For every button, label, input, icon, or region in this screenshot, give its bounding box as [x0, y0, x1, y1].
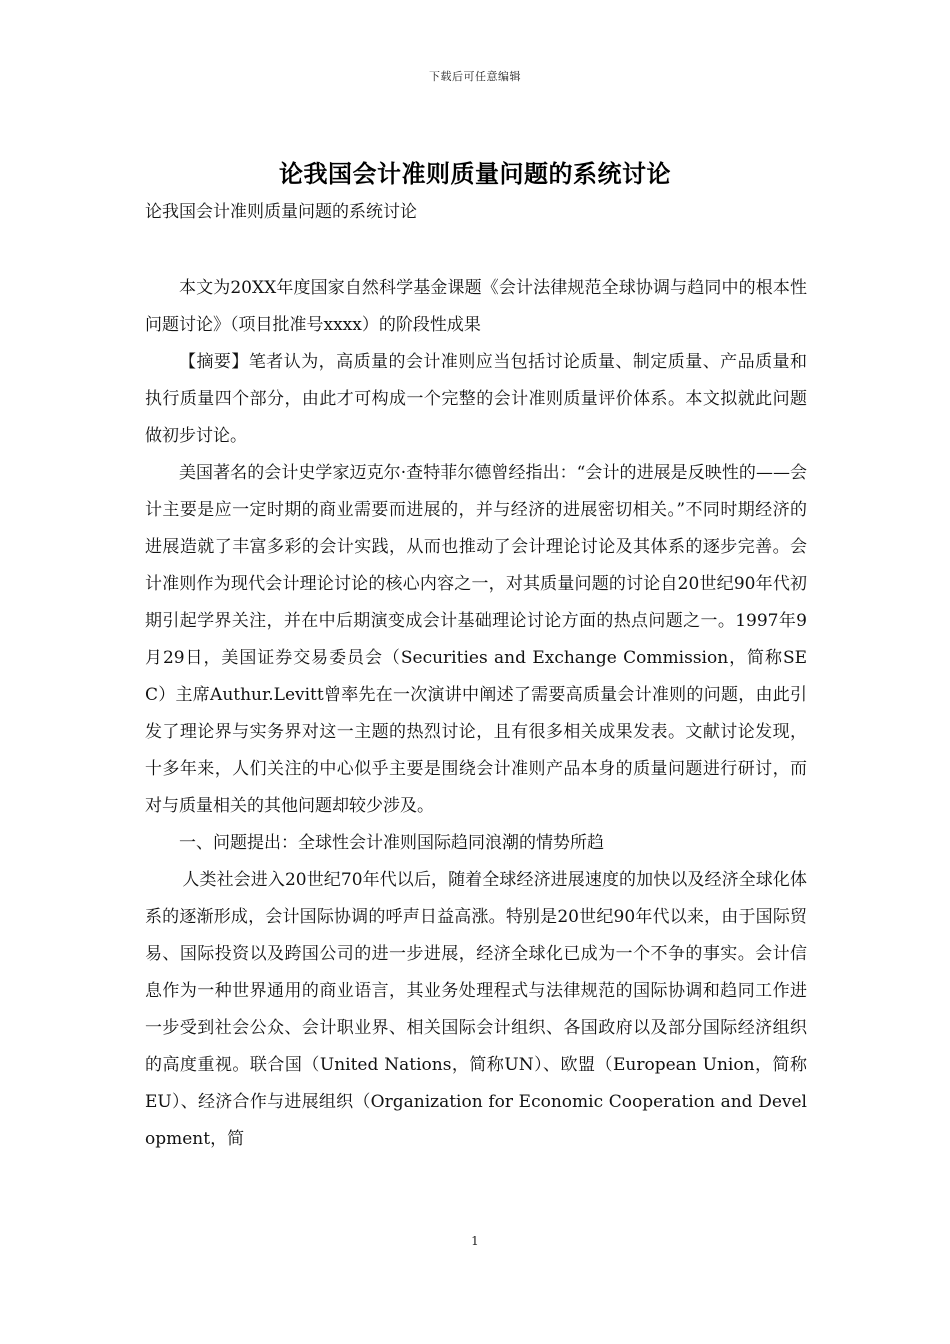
page-header-note: 下载后可任意编辑	[429, 70, 521, 83]
funding-note-paragraph: 本文为20XX年度国家自然科学基金课题《会计法律规范全球协调与趋同中的根本性问题讨论》（项目批准号xxxx）的阶段性成果	[145, 278, 807, 335]
section-heading: 一、问题提出：全球性会计准则国际趋同浪潮的情势所趋	[179, 833, 604, 853]
document-subtitle: 论我国会计准则质量问题的系统讨论	[145, 202, 417, 222]
document-title: 论我国会计准则质量问题的系统讨论	[279, 160, 671, 188]
page-number: 1	[471, 1234, 479, 1248]
abstract-paragraph: 【摘要】笔者认为，高质量的会计准则应当包括讨论质量、制定质量、产品质量和执行质量四个部分，由此才可构成一个完整的会计准则质量评价体系。本文拟就此问题做初步讨论。	[145, 352, 807, 446]
section-paragraph: 人类社会进入20世纪70年代以后，随着全球经济进展速度的加快以及经济全球化体系的逐渐形成，会计国际协调的呼声日益高涨。特别是20世纪90年代以来，由于国际贸易、国际投资以及跨国公司的进一步进展，经济全球化已成为一个不争的事实。会计信息作为一种世界通用的商业语言，其业务处理程式与法律规范的国际协调和趋同工作进一步受到社会公众、会计职业界、相关国际会计组织、各国政府以及部分国际经济组织的高度重视。联合国（United Nations，简称UN）、欧盟（European Union，简称EU）、经济合作与进展组织（Organization for Economic Cooperation and Development，简	[145, 870, 807, 1149]
intro-paragraph: 美国著名的会计史学家迈克尔·查特菲尔德曾经指出：“会计的进展是反映性的——会计主要是应一定时期的商业需要而进展的，并与经济的进展密切相关。”不同时期经济的进展造就了丰富多彩的会计实践，从而也推动了会计理论讨论及其体系的逐步完善。会计准则作为现代会计理论讨论的核心内容之一，对其质量问题的讨论自20世纪90年代初期引起学界关注，并在中后期演变成会计基础理论讨论方面的热点问题之一。1997年9月29日，美国证券交易委员会（Securities and Exchange Commission，简称SEC）主席Authur.Levitt曾率先在一次演讲中阐述了需要高质量会计准则的问题，由此引发了理论界与实务界对这一主题的热烈讨论，且有很多相关成果发表。文献讨论发现，十多年来，人们关注的中心似乎主要是围绕会计准则产品本身的质量问题进行研讨，而对与质量相关的其他问题却较少涉及。	[145, 463, 807, 816]
document-body	[145, 270, 807, 1158]
